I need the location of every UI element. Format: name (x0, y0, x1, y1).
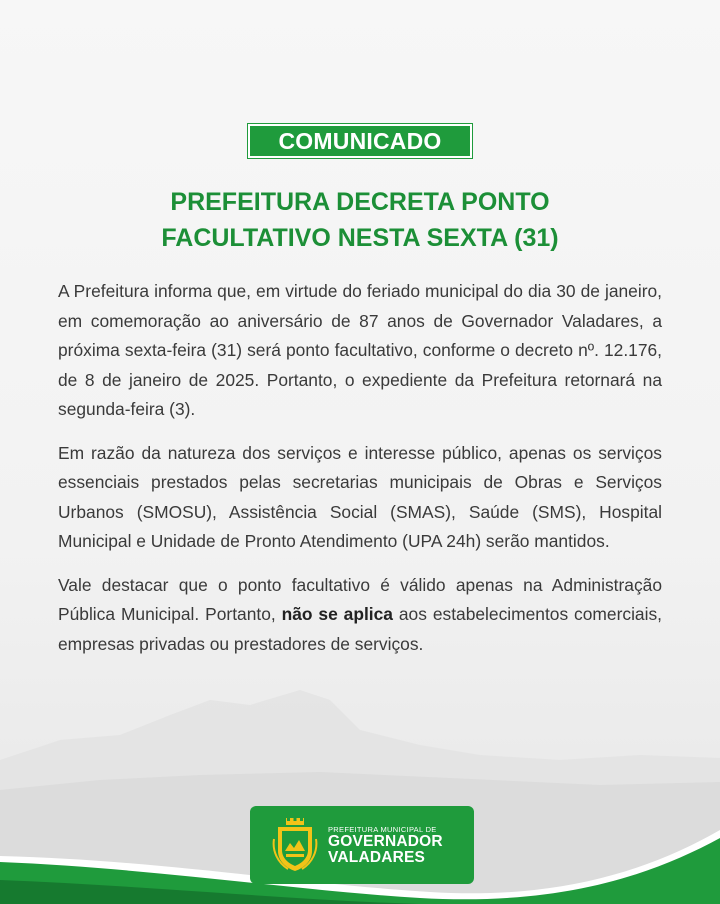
logo-text (328, 825, 443, 866)
logo-city-line-1: GOVERNADOR (328, 832, 443, 850)
paragraph-3-end: aos estabelecimentos comerciais, empresas privadas ou prestadores de serviços. (58, 604, 662, 654)
paragraph-2: Em razão da natureza dos serviços e interesse público, apenas os serviços essenciais prestados pelas secretarias municipais de Obras e Serviços Urbanos (SMOSU), Assistência Social (SMAS), Saúde (SMS), Hospital Municipal e Unidade de Pronto Atendimento (UPA 24h) serão mantidos. (58, 442, 662, 551)
paragraph-3 (58, 571, 662, 660)
logo-city-line-2: VALADARES (328, 848, 426, 866)
headline (60, 184, 660, 256)
headline-line-1: PREFEITURA DECRETA PONTO (170, 188, 550, 216)
municipal-crest-icon (272, 817, 318, 873)
municipal-logo (250, 806, 474, 884)
headline-line-2: FACULTATIVO NESTA SEXTA (31) (161, 224, 559, 252)
logo-small-text: PREFEITURA MUNICIPAL DE (328, 824, 437, 834)
paragraph-3-start: Vale destacar que o ponto facultativo é válido apenas na Administração Pública Municipal. Portanto, (58, 574, 662, 624)
body-text (58, 277, 662, 673)
comunicado-badge: COMUNICADO (248, 124, 472, 158)
paragraph-3-emphasis: não se aplica (281, 604, 393, 624)
paragraph-1: A Prefeitura informa que, em virtude do feriado municipal do dia 30 de janeiro, em comemoração ao aniversário de 87 anos de Governador Valadares, a próxima sexta-feira (31) será ponto facultativo, conforme o decreto nº. 12.176, de 8 de janeiro de 2025. Portanto, o expediente da Prefeitura retornará na segunda-feira (3). (58, 281, 662, 419)
